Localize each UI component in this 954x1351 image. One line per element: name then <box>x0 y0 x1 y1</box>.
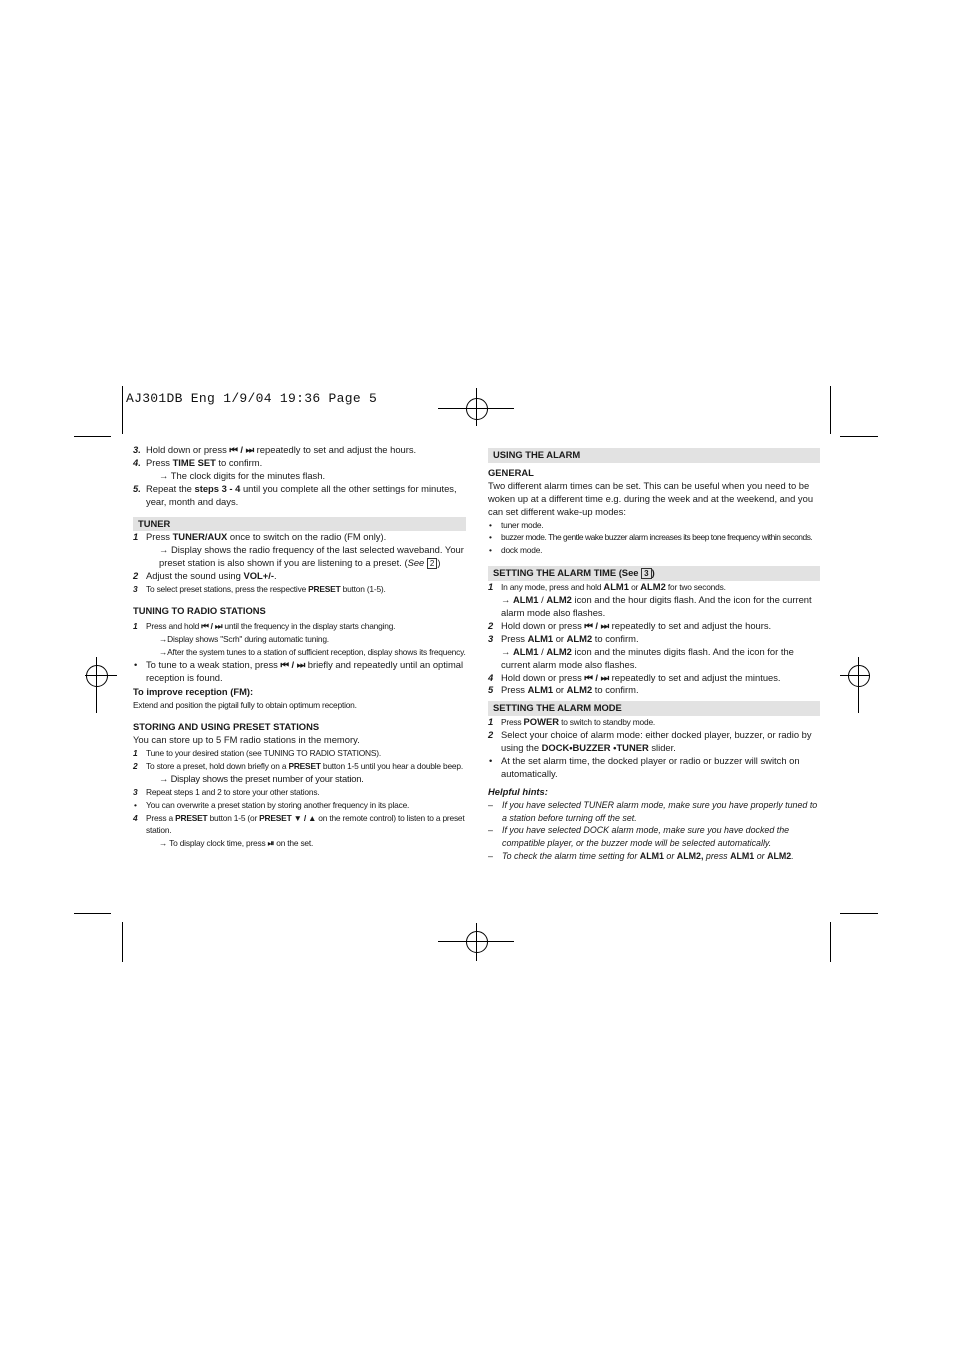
crop-mark <box>122 922 123 962</box>
improve-text: Extend and position the pigtail fully to obtain optimum reception. <box>133 700 357 711</box>
prev-next-icon: ⏮ / ⏭ <box>584 671 610 683</box>
subheading-general: GENERAL <box>488 466 534 478</box>
registration-circle <box>466 931 488 953</box>
left-column <box>133 444 466 850</box>
presets-step-1: 1 Tune to your desired station (see TUNING TO RADIO STATIONS). <box>133 748 381 759</box>
prev-next-icon: ⏮ / ⏭ <box>229 444 255 455</box>
tuning-bullet: • To tune to a weak station, press ⏮ / ⏭ briefly and repeatedly until an optimal reception is found. <box>134 658 464 683</box>
play-pause-icon: ⏯ <box>267 838 275 849</box>
hint-2: – If you have selected DOCK alarm mode, make sure you have docked the compatible player, or the buzzer mode will be selected automatically. <box>488 825 790 849</box>
prev-next-icon: ⏮ / ⏭ <box>584 619 610 631</box>
mode-step-2: 2 Select your choice of alarm mode: either docked player, buzzer, or radio by using the DOCK•BUZZER •TUNER slider. <box>488 729 812 754</box>
subheading-tuning: TUNING TO RADIO STATIONS <box>133 604 266 616</box>
registration-circle <box>848 665 870 687</box>
step-5: 5. Repeat the steps 3 - 4 until you complete all the other settings for minutes, year, month and days. <box>133 482 457 507</box>
crop-mark <box>122 386 123 434</box>
alarm-bullet-3: • dock mode. <box>489 545 543 556</box>
section-header-tuner: TUNER <box>133 517 466 532</box>
settime-step-2: 2 Hold down or press ⏮ / ⏭ repeatedly to set and adjust the hours. <box>488 619 772 631</box>
hints-title: Helpful hints: <box>488 785 548 797</box>
alarm-intro: Two different alarm times can be set. This can be useful when you need to be woken up at a different time e.g. during the week and at the weekend, and you can set different wake-up modes: <box>488 479 814 517</box>
tuning-step-1: 1 Press and hold ⏮ / ⏭ until the frequency in the display starts changing. →Display shows "Scrh" during automatic tuning. →After the system tunes to a station of sufficient reception, display shows its frequency. <box>133 620 466 657</box>
step-3: 3. Hold down or press ⏮ / ⏭ repeatedly to set and adjust the hours. <box>133 444 417 455</box>
figure-ref: 2 <box>427 558 437 569</box>
tuner-step-1: 1 Press TUNER/AUX once to switch on the radio (FM only). → Display shows the radio frequency of the last selected waveband. Your preset station is also shown if you are listening to a preset. (See 2 ) <box>133 531 464 569</box>
settime-step-4: 4 Hold down or press ⏮ / ⏭ repeatedly to set and adjust the mintues. <box>488 671 781 683</box>
settime-step-1: 1 In any mode, press and hold ALM1 or ALM2 for two seconds. → ALM1 / ALM2 icon and the hour digits flash. And the icon for the current alarm mode also flashes. <box>488 581 812 618</box>
registration-circle <box>466 398 488 420</box>
crop-mark <box>74 436 111 437</box>
mode-bullet: • At the set alarm time, the docked player or radio or buzzer will switch on automatically. <box>489 754 800 779</box>
section-header-set-time: SETTING THE ALARM TIME (See 3 ) <box>488 566 820 581</box>
alarm-bullet-1: • tuner mode. <box>489 519 544 530</box>
presets-step-2: 2 To store a preset, hold down briefly on a PRESET button 1-5 until you hear a double beep. → Display shows the preset number of your station. <box>133 760 463 784</box>
improve-title: To improve reception (FM): <box>133 686 254 698</box>
settime-step-5: 5 Press ALM1 or ALM2 to confirm. <box>488 684 639 696</box>
hint-1: – If you have selected TUNER alarm mode, make sure you have properly tuned to a station before turning off the set. <box>488 799 818 823</box>
print-slug: AJ301DB Eng 1/9/04 19:36 Page 5 <box>126 391 378 406</box>
section-header-alarm-mode: SETTING THE ALARM MODE <box>488 701 820 716</box>
crop-mark <box>830 922 831 962</box>
settime-step-3: 3 Press ALM1 or ALM2 to confirm. → ALM1 / ALM2 icon and the minutes digits flash. And the icon for the current alarm mode also flashes. <box>488 632 794 670</box>
alarm-bullet-2: • buzzer mode. The gentle wake buzzer alarm increases its beep tone frequency within seconds. <box>489 532 813 543</box>
right-column <box>488 440 820 863</box>
tuner-step-2: 2 Adjust the sound using VOL+/-. <box>133 570 277 582</box>
crop-mark <box>74 913 111 914</box>
subheading-presets: STORING AND USING PRESET STATIONS <box>133 721 320 733</box>
crop-mark <box>830 386 831 434</box>
crop-mark <box>840 913 878 914</box>
mode-step-1: 1 Press POWER to switch to standby mode. <box>488 716 656 728</box>
step-4: 4. Press TIME SET to confirm. → The clock digits for the minutes flash. <box>133 456 326 481</box>
figure-ref: 3 <box>641 568 651 579</box>
presets-bullet: • You can overwrite a preset station by storing another frequency in its place. <box>134 799 410 810</box>
prev-next-icon: ⏮ / ⏭ <box>201 620 223 631</box>
registration-circle <box>86 665 108 687</box>
hint-3: – To check the alarm time setting for ALM1 or ALM2, press ALM1 or ALM2. <box>488 851 794 862</box>
presets-step-3: 3 Repeat steps 1 and 2 to store your other stations. <box>133 786 320 797</box>
presets-intro: You can store up to 5 FM radio stations in the memory. <box>133 734 360 746</box>
tuner-step-3: 3 To select preset stations, press the respective PRESET button (1-5). <box>133 584 386 595</box>
crop-mark <box>840 436 878 437</box>
prev-next-icon: ⏮ / ⏭ <box>280 658 306 670</box>
section-header-alarm: USING THE ALARM <box>488 448 820 463</box>
presets-step-4: 4 Press a PRESET button 1-5 (or PRESET ▼ / ▲ on the remote control) to listen to a preset station. → To display clock time, press ⏯ on the set. <box>133 812 465 849</box>
